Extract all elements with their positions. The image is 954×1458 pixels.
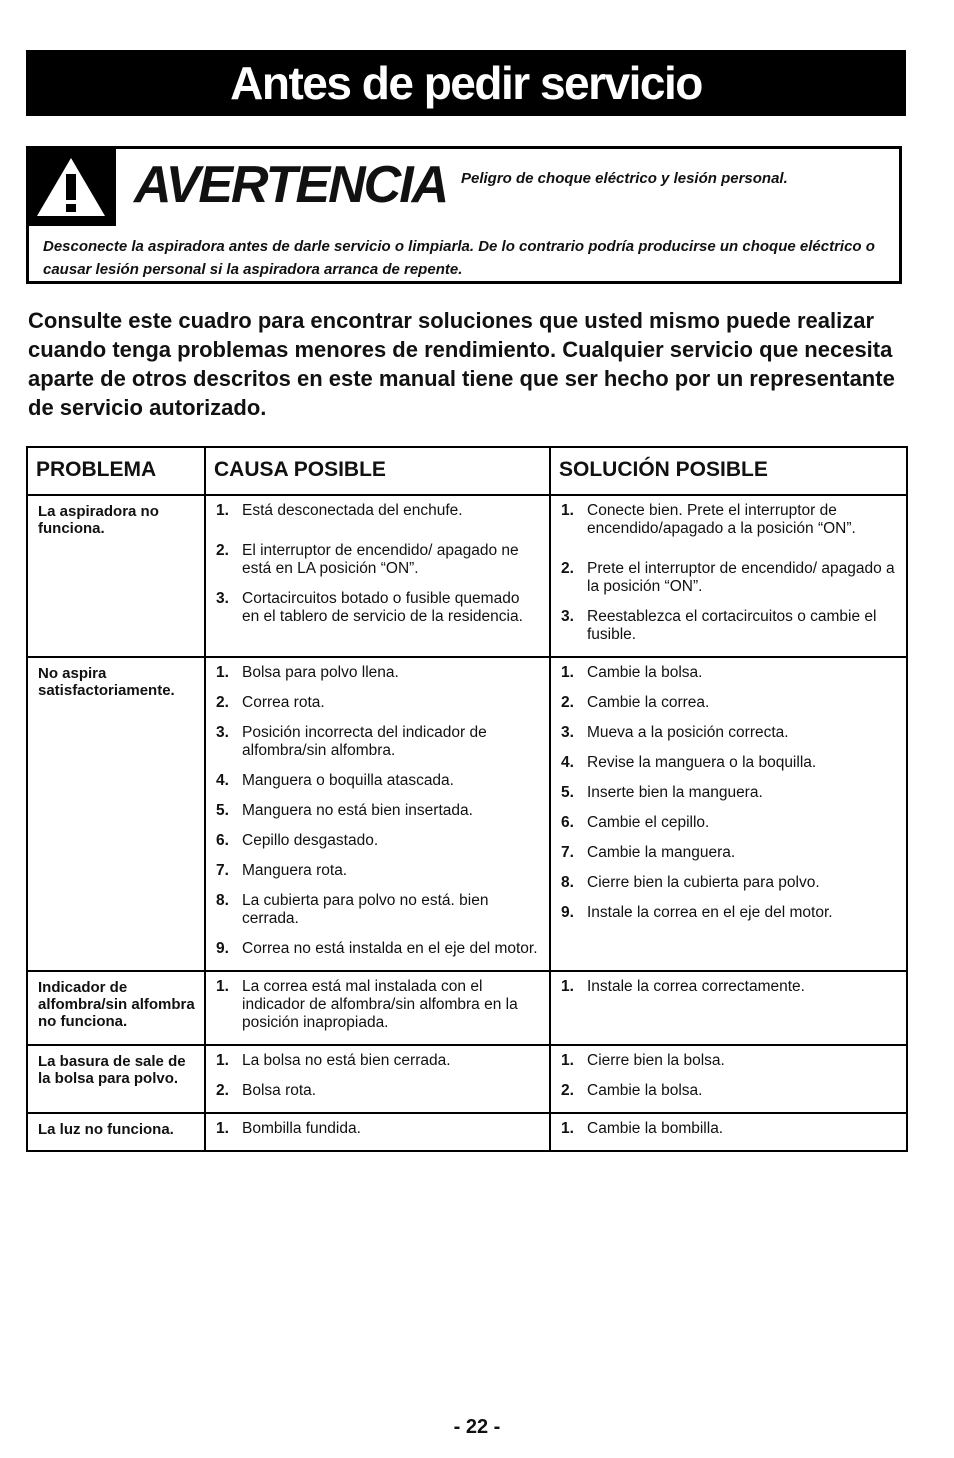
table-row bbox=[27, 1113, 907, 1151]
item-number: 7. bbox=[216, 862, 229, 879]
table-row bbox=[27, 657, 907, 971]
cause-item bbox=[216, 802, 539, 820]
item-number: 1. bbox=[561, 502, 574, 519]
item-number: 1. bbox=[561, 1120, 574, 1137]
item-text: Instale la correa correctamente. bbox=[587, 978, 805, 995]
solution-item bbox=[561, 904, 896, 922]
item-number: 1. bbox=[561, 978, 574, 995]
item-text: Cambie la bolsa. bbox=[587, 1082, 703, 1099]
item-number: 4. bbox=[216, 772, 229, 789]
solution-item bbox=[561, 664, 896, 682]
item-text: Conecte bien. Prete el interruptor de encendido/apagado a la posición “ON”. bbox=[587, 502, 856, 537]
cause-cell bbox=[205, 657, 550, 971]
solution-item bbox=[561, 1120, 896, 1138]
item-number: 2. bbox=[561, 1082, 574, 1099]
item-text: Inserte bien la manguera. bbox=[587, 784, 763, 801]
cause-cell bbox=[205, 1045, 550, 1113]
item-number: 1. bbox=[216, 664, 229, 681]
solution-cell bbox=[550, 1045, 907, 1113]
warning-box bbox=[26, 146, 902, 284]
item-text: Revise la manguera o la boquilla. bbox=[587, 754, 817, 771]
item-number: 4. bbox=[561, 754, 574, 771]
item-number: 9. bbox=[561, 904, 574, 921]
item-text: Reestablezca el cortacircuitos o cambie el fusible. bbox=[587, 608, 877, 643]
table-header-row bbox=[27, 447, 907, 495]
item-text: Cambie la manguera. bbox=[587, 844, 736, 861]
solution-item bbox=[561, 784, 896, 802]
item-number: 5. bbox=[561, 784, 574, 801]
header-cause: CAUSA POSIBLE bbox=[205, 447, 550, 495]
solution-item bbox=[561, 754, 896, 772]
solution-item bbox=[561, 502, 896, 538]
solution-cell bbox=[550, 971, 907, 1045]
item-text: Cierre bien la bolsa. bbox=[587, 1052, 725, 1069]
table-row bbox=[27, 971, 907, 1045]
item-text: Cambie la correa. bbox=[587, 694, 710, 711]
item-text: La cubierta para polvo no está. bien cerrada. bbox=[242, 892, 489, 927]
solution-item bbox=[561, 978, 896, 996]
item-text: Manguera o boquilla atascada. bbox=[242, 772, 454, 789]
solution-item bbox=[561, 560, 896, 596]
item-number: 6. bbox=[561, 814, 574, 831]
item-number: 9. bbox=[216, 940, 229, 957]
cause-cell bbox=[205, 971, 550, 1045]
header-solution: SOLUCIÓN POSIBLE bbox=[550, 447, 907, 495]
problem-cell: La luz no funciona. bbox=[27, 1113, 205, 1151]
solution-item bbox=[561, 724, 896, 742]
problem-cell: No aspira satisfactoriamente. bbox=[27, 657, 205, 971]
item-number: 5. bbox=[216, 802, 229, 819]
problem-cell: La aspiradora no funciona. bbox=[27, 495, 205, 657]
header-problem: PROBLEMA bbox=[27, 447, 205, 495]
item-text: Cierre bien la cubierta para polvo. bbox=[587, 874, 820, 891]
item-text: Bombilla fundida. bbox=[242, 1120, 361, 1137]
item-number: 6. bbox=[216, 832, 229, 849]
troubleshooting-table bbox=[26, 446, 908, 1152]
item-text: Prete el interruptor de encendido/ apagado a la posición “ON”. bbox=[587, 560, 895, 595]
cause-item bbox=[216, 1052, 539, 1070]
page-title: Antes de pedir servicio bbox=[230, 57, 702, 109]
solution-cell bbox=[550, 1113, 907, 1151]
item-number: 1. bbox=[216, 502, 229, 519]
solution-item bbox=[561, 608, 896, 644]
solution-cell bbox=[550, 657, 907, 971]
item-text: La correa está mal instalada con el indicador de alfombra/sin alfombra en la posición inapropiada. bbox=[242, 978, 518, 1031]
item-number: 2. bbox=[216, 1082, 229, 1099]
intro-paragraph: Consulte este cuadro para encontrar soluciones que usted mismo puede realizar cuando tenga problemas menores de rendimiento. Cualquier servicio que necesita aparte de otros descritos en este manual tiene que ser hecho por un representante de servicio autorizado. bbox=[28, 308, 895, 420]
cause-item bbox=[216, 1120, 539, 1138]
item-text: Cepillo desgastado. bbox=[242, 832, 379, 849]
item-text: Cambie el cepillo. bbox=[587, 814, 710, 831]
cause-item bbox=[216, 664, 539, 682]
table-row bbox=[27, 1045, 907, 1113]
item-text: Instale la correa en el eje del motor. bbox=[587, 904, 833, 921]
item-number: 3. bbox=[216, 590, 229, 607]
cause-item bbox=[216, 772, 539, 790]
solution-item bbox=[561, 1052, 896, 1070]
title-banner bbox=[26, 50, 906, 116]
cause-cell bbox=[205, 495, 550, 657]
cause-item bbox=[216, 862, 539, 880]
problem-cell: La basura de sale de la bolsa para polvo. bbox=[27, 1045, 205, 1113]
item-number: 2. bbox=[216, 542, 229, 559]
item-number: 8. bbox=[561, 874, 574, 891]
solution-item bbox=[561, 814, 896, 832]
item-text: La bolsa no está bien cerrada. bbox=[242, 1052, 451, 1069]
item-text: Cortacircuitos botado o fusible quemado en el tablero de servicio de la residencia. bbox=[242, 590, 523, 625]
solution-item bbox=[561, 844, 896, 862]
problem-cell: Indicador de alfombra/sin alfombra no funciona. bbox=[27, 971, 205, 1045]
cause-item bbox=[216, 892, 539, 928]
item-number: 2. bbox=[216, 694, 229, 711]
cause-item bbox=[216, 1082, 539, 1100]
table-row bbox=[27, 495, 907, 657]
item-text: Manguera no está bien insertada. bbox=[242, 802, 473, 819]
item-text: El interruptor de encendido/ apagado ne está en LA posición “ON”. bbox=[242, 542, 519, 577]
item-number: 1. bbox=[216, 1120, 229, 1137]
item-number: 2. bbox=[561, 560, 574, 577]
item-number: 7. bbox=[561, 844, 574, 861]
warning-icon bbox=[26, 146, 116, 226]
cause-item bbox=[216, 590, 539, 626]
item-text: Está desconectada del enchufe. bbox=[242, 502, 463, 519]
item-number: 3. bbox=[561, 608, 574, 625]
item-text: Correa no está instalda en el eje del motor. bbox=[242, 940, 538, 957]
item-text: Bolsa para polvo llena. bbox=[242, 664, 399, 681]
item-text: Bolsa rota. bbox=[242, 1082, 317, 1099]
solution-item bbox=[561, 694, 896, 712]
cause-item bbox=[216, 832, 539, 850]
item-number: 2. bbox=[561, 694, 574, 711]
cause-item bbox=[216, 542, 539, 578]
page-number: - 22 - bbox=[453, 1416, 501, 1438]
item-number: 1. bbox=[561, 1052, 574, 1069]
item-number: 1. bbox=[216, 1052, 229, 1069]
warning-heading: AVERTENCIA bbox=[134, 156, 448, 214]
cause-cell bbox=[205, 1113, 550, 1151]
solution-item bbox=[561, 874, 896, 892]
item-number: 1. bbox=[561, 664, 574, 681]
item-text: Mueva a la posición correcta. bbox=[587, 724, 789, 741]
item-text: Manguera rota. bbox=[242, 862, 348, 879]
solution-cell bbox=[550, 495, 907, 657]
warning-short-text: Peligro de choque eléctrico y lesión personal. bbox=[461, 170, 788, 187]
cause-item bbox=[216, 502, 539, 520]
item-number: 8. bbox=[216, 892, 229, 909]
item-text: Cambie la bolsa. bbox=[587, 664, 703, 681]
solution-item bbox=[561, 1082, 896, 1100]
item-number: 3. bbox=[561, 724, 574, 741]
item-text: Cambie la bombilla. bbox=[587, 1120, 724, 1137]
item-number: 1. bbox=[216, 978, 229, 995]
cause-item bbox=[216, 694, 539, 712]
cause-item bbox=[216, 724, 539, 760]
warning-body-text: Desconecte la aspiradora antes de darle servicio o limpiarla. De lo contrario podría producirse un choque eléctrico o causar lesión personal si la aspiradora arranca de repente. bbox=[43, 238, 875, 278]
cause-item bbox=[216, 940, 539, 958]
item-text: Posición incorrecta del indicador de alfombra/sin alfombra. bbox=[242, 724, 487, 759]
item-text: Correa rota. bbox=[242, 694, 325, 711]
item-number: 3. bbox=[216, 724, 229, 741]
cause-item bbox=[216, 978, 539, 1032]
